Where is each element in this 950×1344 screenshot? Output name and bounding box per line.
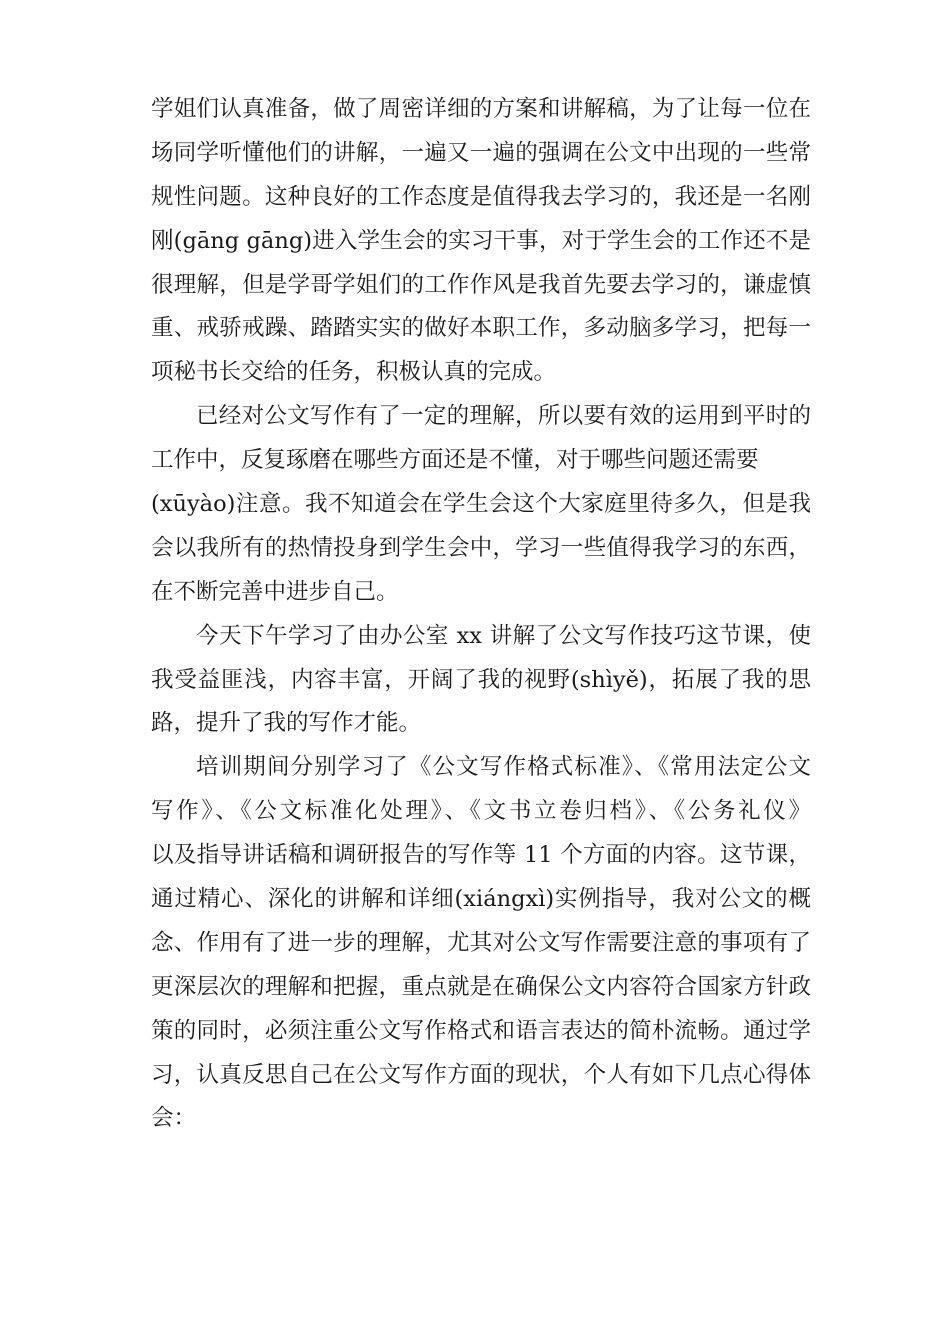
text-line: 很理解，但是学哥学姐们的工作作风是我首先要去学习的，谦虚慎 bbox=[151, 271, 811, 298]
text-line: 重、戒骄戒躁、踏踏实实的做好本职工作，多动脑多学习，把每一 bbox=[151, 315, 811, 342]
text-line: (xūyào)注意。我不知道会在学生会这个大家庭里待多久，但是我 bbox=[151, 491, 811, 518]
text-line: 会： bbox=[151, 1105, 197, 1132]
text-line: 策的同时，必须注重公文写作格式和语言表达的简朴流畅。通过学 bbox=[151, 1017, 811, 1044]
text-line: 习，认真反思自己在公文写作方面的现状，个人有如下几点心得体 bbox=[151, 1061, 811, 1088]
text-line: 路，提升了我的写作才能。 bbox=[151, 710, 422, 737]
text-line: 以及指导讲话稿和调研报告的写作等 11 个方面的内容。这节课， bbox=[151, 842, 811, 869]
text-line: 学姐们认真准备，做了周密详细的方案和讲解稿，为了让每一位在 bbox=[151, 96, 811, 122]
text-line: 通过精心、深化的讲解和详细(xiángxì)实例指导，我对公文的概 bbox=[151, 886, 811, 913]
text-line: 更深层次的理解和把握，重点就是在确保公文内容符合国家方针政 bbox=[151, 973, 811, 1000]
text-line: 项秘书长交给的任务，积极认真的完成。 bbox=[151, 359, 557, 386]
text-line: 会以我所有的热情投身到学生会中，学习一些值得我学习的东西， bbox=[151, 534, 811, 561]
text-line: 培训期间分别学习了《公文写作格式标准》、《常用法定公文 bbox=[196, 754, 811, 781]
text-line: 今天下午学习了由办公室 xx 讲解了公文写作技巧这节课，使 bbox=[196, 622, 811, 649]
text-line: 我受益匪浅，内容丰富，开阔了我的视野(shìyě)，拓展了我的思 bbox=[151, 666, 811, 693]
text-line: 刚(gāng gāng)进入学生会的实习干事，对于学生会的工作还不是 bbox=[151, 227, 811, 254]
text-line: 场同学听懂他们的讲解，一遍又一遍的强调在公文中出现的一些常 bbox=[151, 139, 811, 166]
text-line: 已经对公文写作有了一定的理解，所以要有效的运用到平时的 bbox=[196, 403, 811, 430]
text-line: 在不断完善中进步自己。 bbox=[151, 578, 399, 605]
text-line: 念、作用有了进一步的理解，尤其对公文写作需要注意的事项有了 bbox=[151, 929, 811, 956]
text-line: 工作中，反复琢磨在哪些方面还是不懂，对于哪些问题还需要 bbox=[151, 447, 759, 474]
text-line: 写作》、《公文标准化处理》、《文书立卷归档》、《公务礼仪》 bbox=[151, 798, 811, 825]
paragraph-1 bbox=[151, 88, 811, 395]
paragraph-2 bbox=[151, 395, 811, 614]
paragraph-4 bbox=[151, 746, 811, 1141]
text-line: 规性问题。这种良好的工作态度是值得我去学习的，我还是一名刚 bbox=[151, 183, 811, 210]
document-body bbox=[151, 88, 811, 1141]
paragraph-3 bbox=[151, 615, 811, 747]
